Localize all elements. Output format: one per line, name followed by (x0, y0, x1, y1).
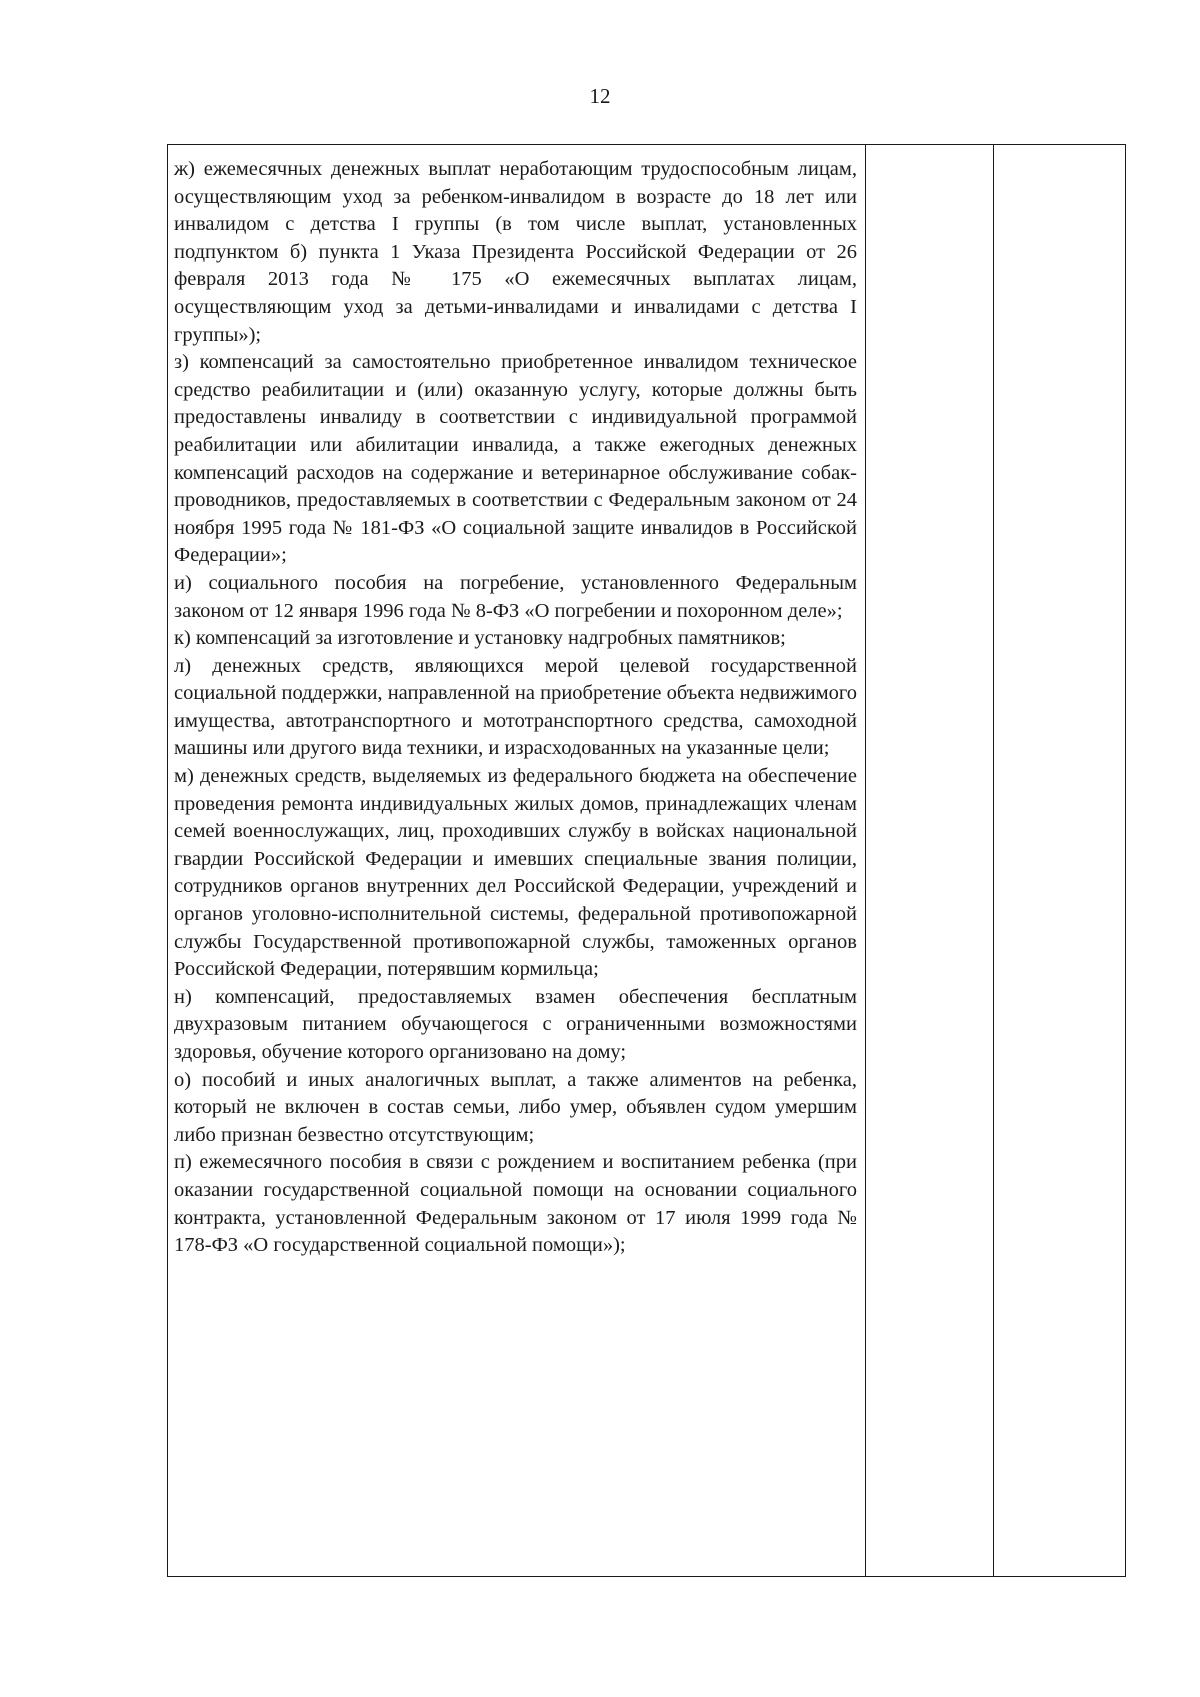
list-item-l: л) денежных средств, являющихся мерой целевой государственной социальной поддержки, направленной на приобретение объекта недвижимого имущества, автотранспортного и мототранспортного средства, самоходной машины или другого вида техники, и израсходованных на указанные цели; (174, 654, 857, 760)
list-item-m: м) денежных средств, выделяемых из федерального бюджета на обеспечение проведения ремонта индивидуальных жилых домов, принадлежащих членам семей военнослужащих, лиц, проходивших службу в войсках национальной гвардии Российской Федерации и имевших специальные звания полиции, сотрудников органов внутренних дел Российской Федерации, учреждений и органов уголовно-исполнительной системы, федеральной противопожарной службы Государственной противопожарной службы, таможенных органов Российской Федерации, потерявшим кормильца; (174, 765, 857, 981)
list-item-k: к) компенсаций за изготовление и установку надгробных памятников; (174, 627, 786, 650)
table-cell-empty-2 (866, 145, 994, 1576)
list-item-o: о) пособий и иных аналогичных выплат, а также алиментов на ребенка, который не включен в состав семьи, либо умер, объявлен судом умершим либо признан безвестно отсутствующим; (174, 1068, 857, 1146)
page-number: 12 (589, 84, 611, 108)
table-cell-text (168, 145, 866, 1576)
list-item-n: н) компенсаций, предоставляемых взамен обеспечения бесплатным двухразовым питанием обучающегося с ограниченными возможностями здоровья, обучение которого организовано на дому; (174, 985, 857, 1063)
document-table (167, 144, 1126, 1577)
list-item-zh: ж) ежемесячных денежных выплат неработающим трудоспособным лицам, осуществляющим уход за ребенком-инвалидом в возрасте до 18 лет или инвалидом с детства I группы (в том числе выплат, установленных подпунктом б) пункта 1 Указа Президента Российской Федерации от 26 февраля 2013 года № 175 «О ежемесячных выплатах лицам, осуществляющим уход за детьми-инвалидами и инвалидами с детства I группы»); (174, 158, 857, 346)
table-cell-empty-3 (994, 145, 1124, 1576)
list-item-p: п) ежемесячного пособия в связи с рождением и воспитанием ребенка (при оказании государственной социальной помощи на основании социального контракта, установленной Федеральным законом от 17 июля 1999 года № 178-ФЗ «О государственной социальной помощи»); (174, 1151, 857, 1257)
list-item-i: и) социального пособия на погребение, установленного Федеральным законом от 12 января 1996 года № 8-ФЗ «О погребении и похоронном деле»; (174, 571, 857, 622)
list-item-z: з) компенсаций за самостоятельно приобретенное инвалидом техническое средство реабилитации и (или) оказанную услугу, которые должны быть предоставлены инвалиду в соответствии с индивидуальной программой реабилитации или абилитации инвалида, а также ежегодных денежных компенсаций расходов на содержание и ветеринарное обслуживание собак-проводников, предоставляемых в соответствии с Федеральным законом от 24 ноября 1995 года № 181-ФЗ «О социальной защите инвалидов в Российской Федерации»; (174, 351, 857, 567)
